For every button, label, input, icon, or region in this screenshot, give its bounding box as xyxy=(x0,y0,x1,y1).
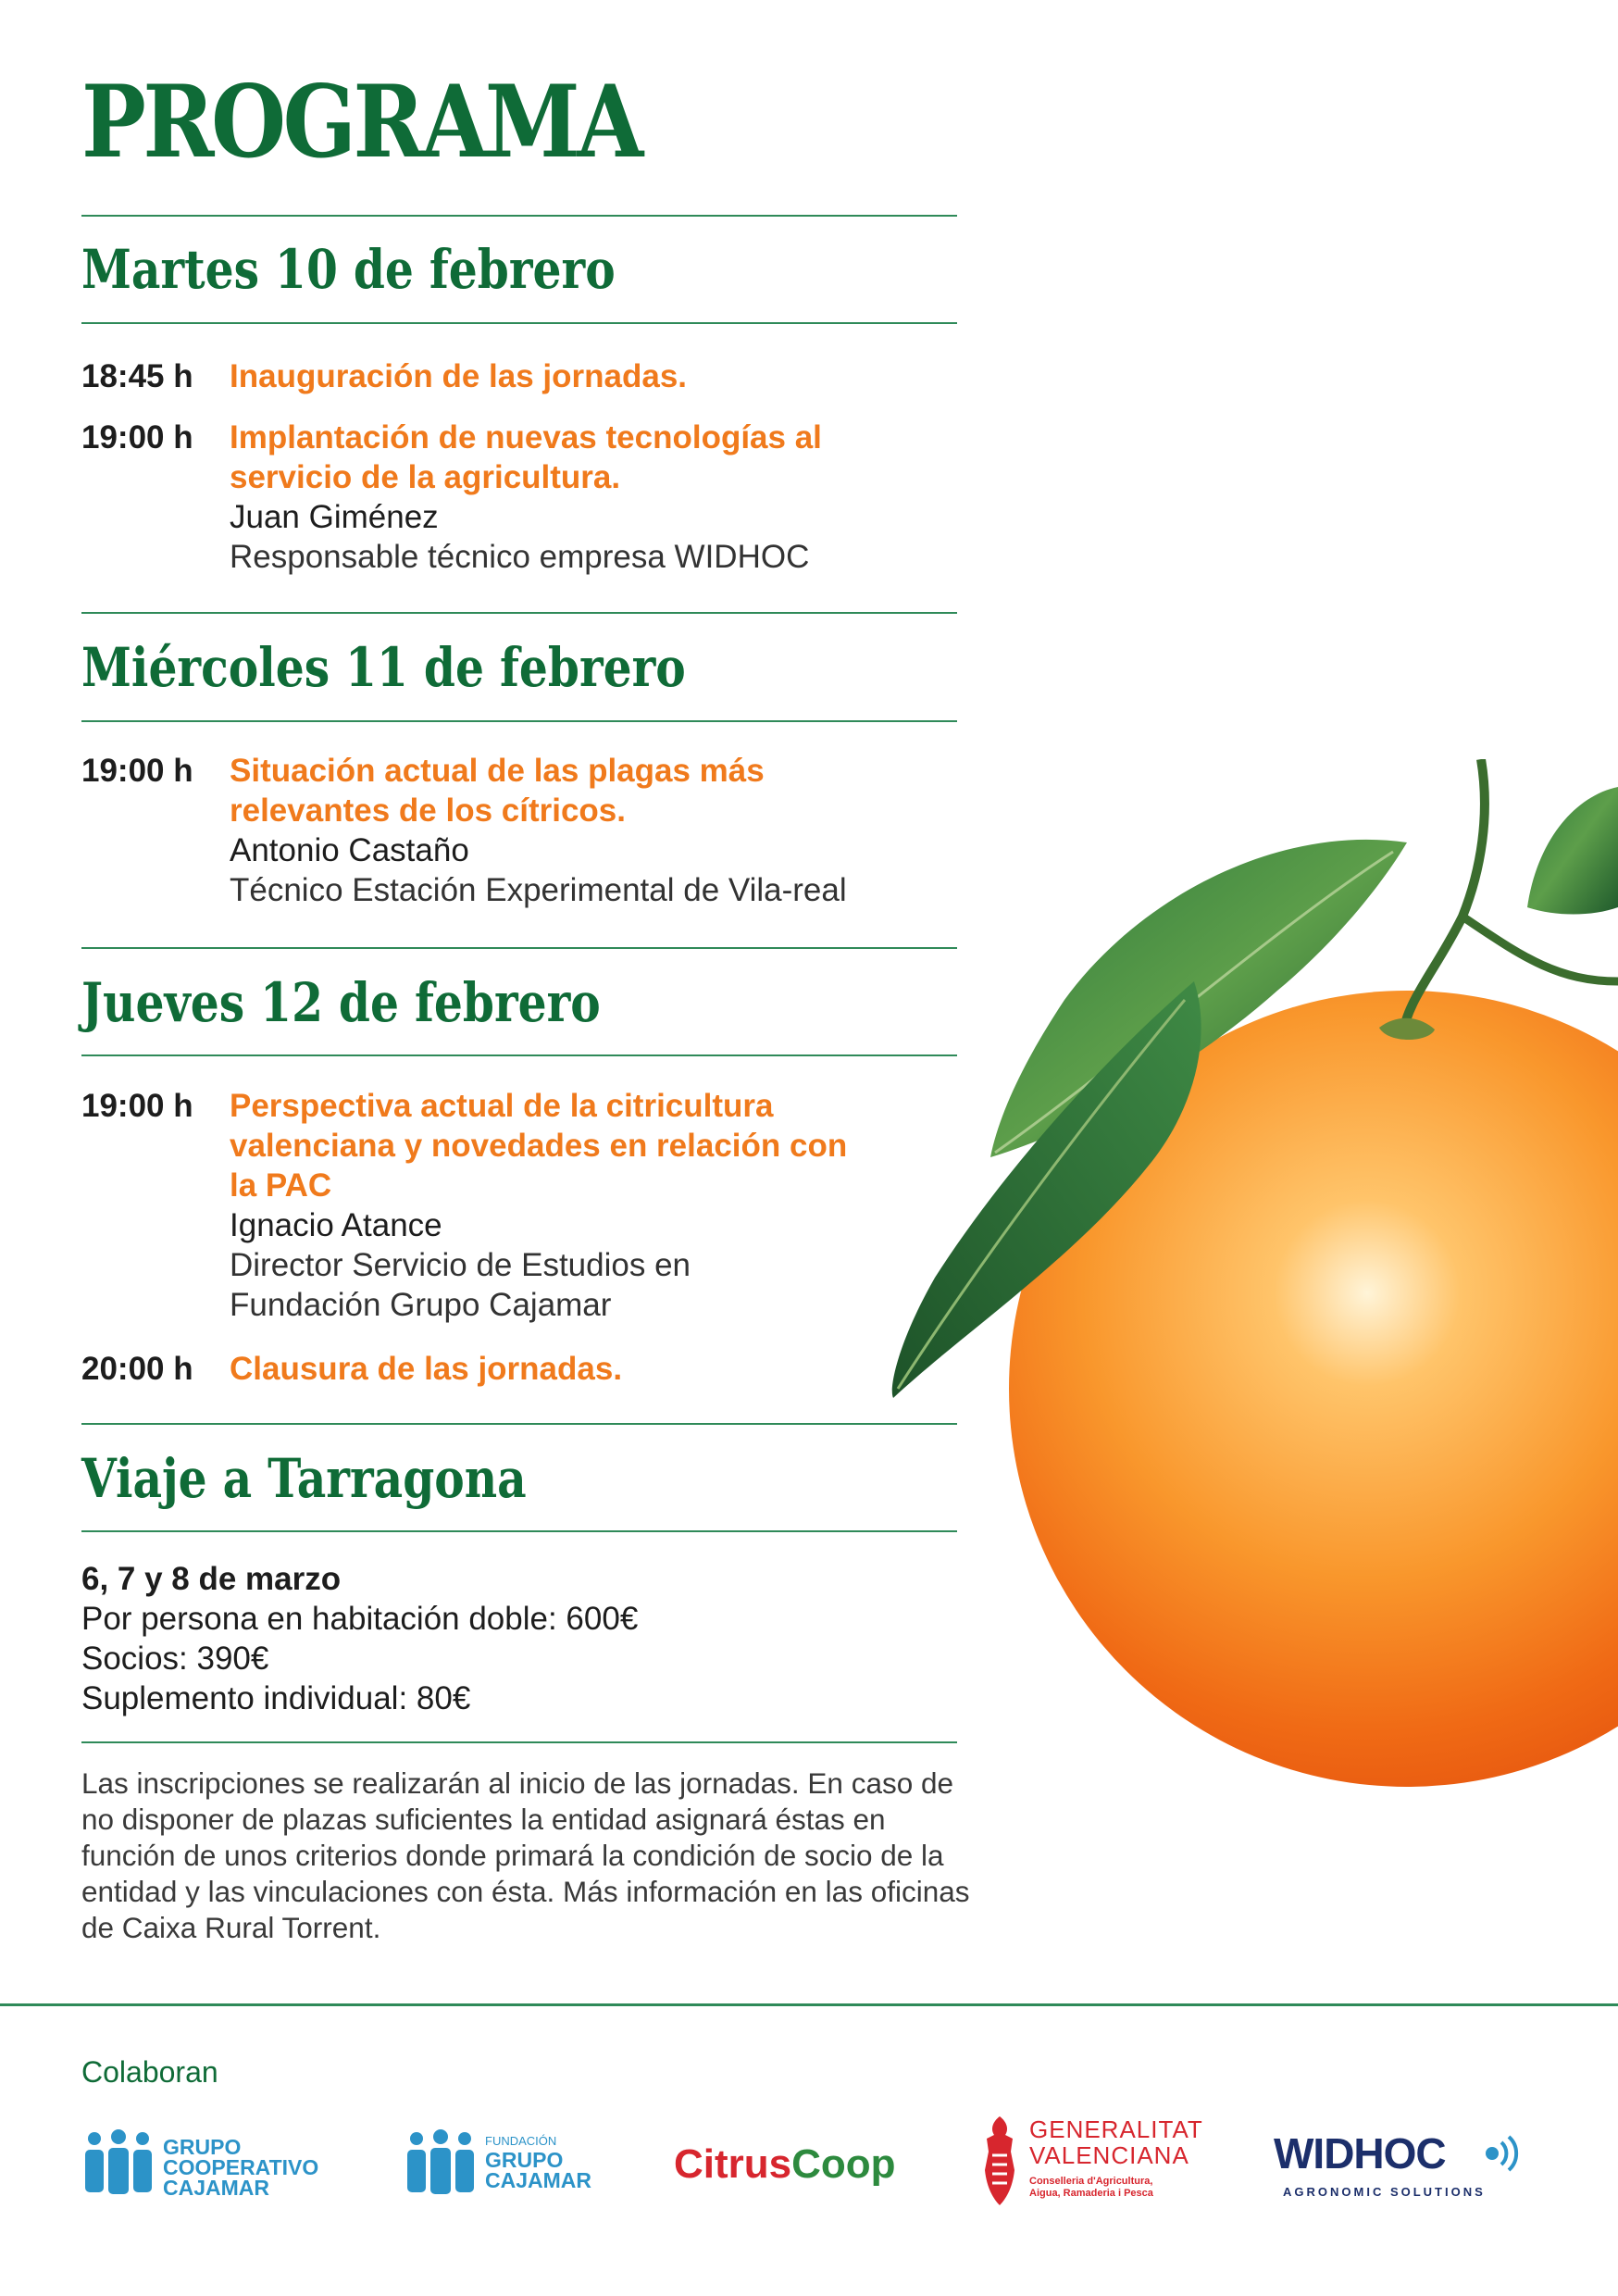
event-time: 20:00 h xyxy=(81,1351,193,1387)
event-title: Inauguración de las jornadas. xyxy=(230,358,688,394)
signal-icon xyxy=(1479,2133,1520,2174)
speaker-name: Ignacio Atance xyxy=(230,1207,442,1243)
logo-gva-title: GENERALITAT VALENCIANA xyxy=(1029,2115,1203,2169)
speaker-name: Antonio Castaño xyxy=(230,832,469,868)
orange-stem-branch xyxy=(1462,917,1618,981)
logo-grupo-cooperativo-cajamar xyxy=(81,2129,331,2203)
speaker-role: Técnico Estación Experimental de Vila-real xyxy=(230,872,847,908)
footer-divider xyxy=(0,2003,1618,2006)
trip-supplement: Suplemento individual: 80€ xyxy=(81,1680,471,1716)
event-time: 19:00 h xyxy=(81,1088,193,1124)
event-title: Perspectiva actual de la citricultura valenciana y novedades en relación con la PAC xyxy=(230,1088,848,1204)
event-time: 19:00 h xyxy=(81,753,193,789)
speaker-role: Responsable técnico empresa WIDHOC xyxy=(230,539,810,575)
logo-coop-text: Coop xyxy=(791,2141,896,2187)
divider xyxy=(81,322,957,324)
event-time: 18:45 h xyxy=(81,358,193,394)
divider xyxy=(81,215,957,217)
people-icon xyxy=(404,2129,478,2198)
logo-widhoc-text: WIDHOC xyxy=(1274,2129,1446,2177)
speaker-role: Director Servicio de Estudios en Fundación Grupo Cajamar xyxy=(230,1247,691,1323)
divider xyxy=(81,1741,957,1743)
logo-widhoc xyxy=(1274,2129,1524,2203)
page-title: PROGRAMA xyxy=(81,64,641,181)
day-heading-wednesday: Miércoles 11 de febrero xyxy=(81,636,686,699)
trip-price-members: Socios: 390€ xyxy=(81,1641,269,1677)
logo-citrus-text: Citrus xyxy=(674,2141,792,2187)
orange-illustration xyxy=(889,759,1618,1852)
divider xyxy=(81,1054,957,1056)
logo-fundacion-grupo-cajamar xyxy=(404,2129,607,2203)
day-heading-thursday: Jueves 12 de febrero xyxy=(81,971,601,1034)
trip-price-double: Por persona en habitación doble: 600€ xyxy=(81,1601,639,1637)
day-heading-tuesday: Martes 10 de febrero xyxy=(81,238,616,301)
logo-cooperativo-text: GRUPO COOPERATIVO CAJAMAR xyxy=(163,2135,319,2200)
logo-fundacion-small-text: FUNDACIÓN xyxy=(485,2134,557,2148)
trip-heading: Viaje a Tarragona xyxy=(81,1447,527,1510)
logo-widhoc-subtitle: AGRONOMIC SOLUTIONS xyxy=(1283,2185,1486,2199)
sponsors-label: Colaboran xyxy=(81,2055,218,2089)
divider xyxy=(81,947,957,949)
logo-citruscoop xyxy=(674,2137,915,2192)
trip-dates: 6, 7 y 8 de marzo xyxy=(81,1561,342,1597)
divider xyxy=(81,1423,957,1425)
event-title: Clausura de las jornadas. xyxy=(230,1351,623,1387)
leaf-right xyxy=(1527,787,1618,915)
logo-generalitat-valenciana xyxy=(981,2115,1203,2216)
coat-of-arms-icon xyxy=(981,2115,1018,2207)
logo-fundacion-text: GRUPO CAJAMAR xyxy=(485,2148,591,2192)
people-icon xyxy=(81,2129,156,2198)
divider xyxy=(81,720,957,722)
event-time: 19:00 h xyxy=(81,419,193,455)
registration-note: Las inscripciones se realizarán al inicio de las jornadas. En caso de no disponer de plazas suficientes la entidad asignará éstas en función de unos criterios donde primará la condición de socio de la entidad y las vinculaciones con ésta. Más información en las oficinas de Caixa Rural Torrent. xyxy=(81,1766,970,1944)
event-title: Implantación de nuevas tecnologías al servicio de la agricultura. xyxy=(230,419,822,495)
logo-gva-subtitle: Conselleria d'Agricultura, Aigua, Ramaderia i Pesca xyxy=(1029,2176,1153,2199)
event-title: Situación actual de las plagas más relevantes de los cítricos. xyxy=(230,753,765,829)
divider xyxy=(81,612,957,614)
divider xyxy=(81,1530,957,1532)
speaker-name: Juan Giménez xyxy=(230,499,439,535)
